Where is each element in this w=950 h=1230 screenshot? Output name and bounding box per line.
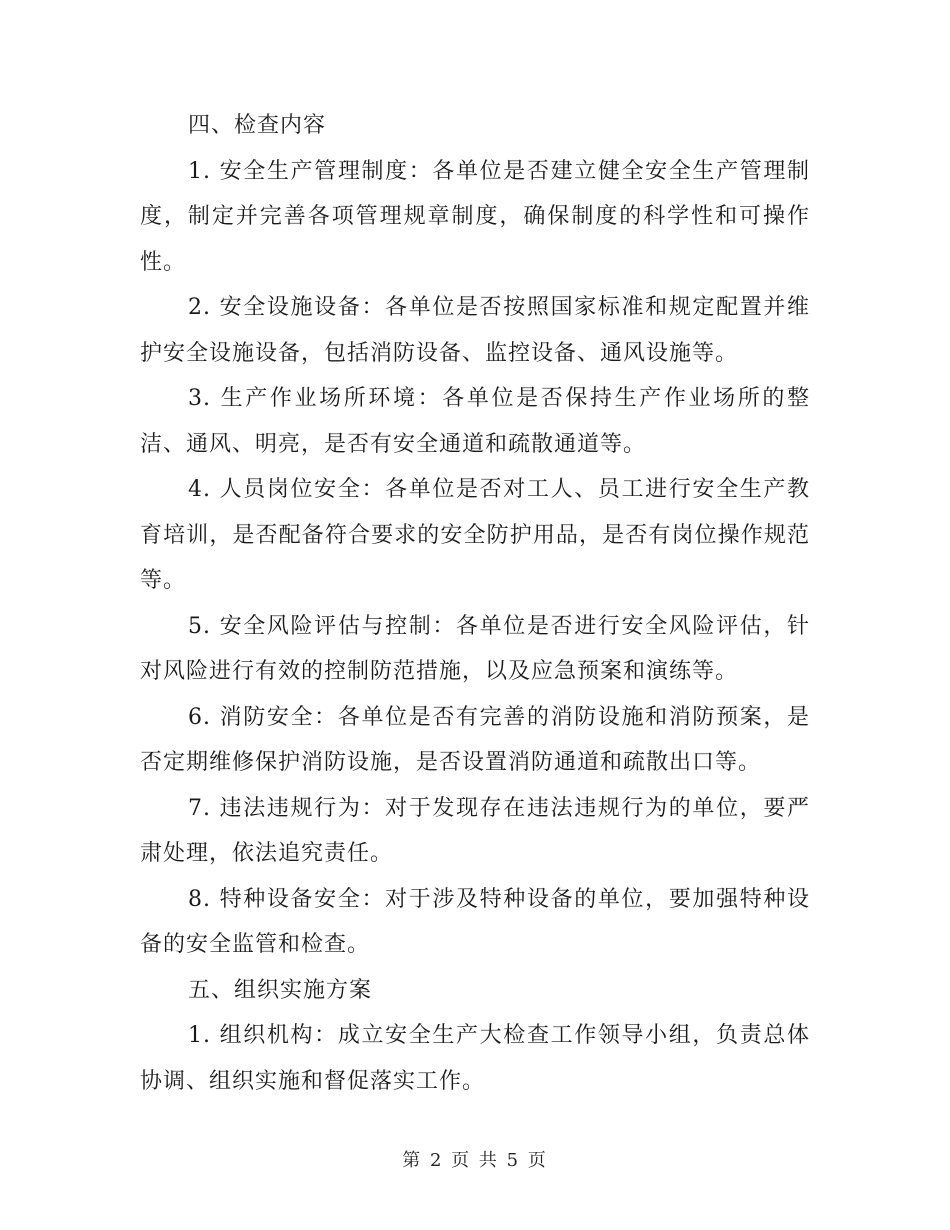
paragraph-item-8: 8. 特种设备安全：对于涉及特种设备的单位，要加强特种设备的安全监管和检查。: [140, 886, 810, 957]
section-heading-inspection-content: 四、检查内容: [188, 113, 327, 138]
paragraph-organization: 1. 组织机构：成立安全生产大检查工作领导小组，负责总体协调、组织实施和督促落实工作。: [140, 1023, 810, 1094]
paragraph-item-4: 4. 人员岗位安全：各单位是否对工人、员工进行安全生产教育培训，是否配备符合要求的安全防护用品，是否有岗位操作规范等。: [140, 477, 810, 593]
paragraph-item-5: 5. 安全风险评估与控制：各单位是否进行安全风险评估，针对风险进行有效的控制防范措施，以及应急预案和演练等。: [140, 613, 810, 684]
page-number-footer: 第 2 页 共 5 页: [402, 1150, 548, 1171]
paragraph-item-6: 6. 消防安全：各单位是否有完善的消防设施和消防预案，是否定期维修保护消防设施，是否设置消防通道和疏散出口等。: [140, 704, 810, 775]
paragraph-item-2: 2. 安全设施设备：各单位是否按照国家标准和规定配置并维护安全设施设备，包括消防设备、监控设备、通风设施等。: [140, 295, 810, 366]
paragraph-item-1: 1. 安全生产管理制度：各单位是否建立健全安全生产管理制度，制定并完善各项管理规章制度，确保制度的科学性和可操作性。: [140, 158, 810, 275]
paragraph-item-3: 3. 生产作业场所环境：各单位是否保持生产作业场所的整洁、通风、明亮，是否有安全通道和疏散通道等。: [140, 386, 810, 457]
section-heading-implementation-plan: 五、组织实施方案: [188, 977, 373, 1003]
document-body: [140, 103, 810, 1104]
paragraph-item-7: 7. 违法违规行为：对于发现存在违法违规行为的单位，要严肃处理，依法追究责任。: [140, 795, 810, 866]
